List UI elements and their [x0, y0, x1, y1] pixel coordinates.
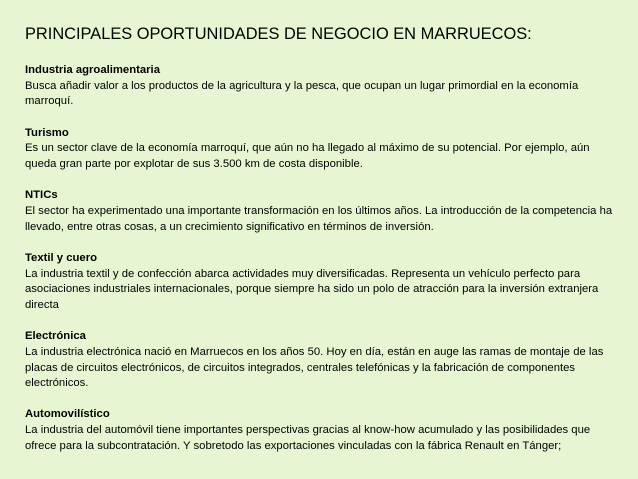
section-heading: Industria agroalimentaria: [25, 64, 160, 76]
section-body: El sector ha experimentado una importante transformación en los últimos años. La introducción de la competencia ha llevado, entre otras cosas, a un crecimiento significativo en términos de inversión.: [25, 204, 613, 233]
section-body: Busca añadir valor a los productos de la agricultura y la pesca, que ocupan un lugar primordial en la economía marroquí.: [25, 79, 579, 108]
section-turismo: [25, 126, 614, 173]
section-body: La industria textil y de confección abarca actividades muy diversificadas. Representa un vehículo perfecto para asociaciones industriales internacionales, porque siempre ha sido un polo de atracción para la inversión extranjera directa: [25, 267, 599, 311]
section-body: La industria electrónica nació en Marruecos en los años 50. Hoy en día, están en auge las ramas de montaje de las placas de circuitos electrónicos, de circuitos integrados, centrales telefónicas y la fabricación de componentes electrónicos.: [25, 345, 604, 390]
section-heading: Textil y cuero: [25, 251, 97, 264]
section-heading: NTICs: [25, 189, 58, 202]
section-heading: Automovilístico: [25, 408, 110, 421]
section-heading: Turismo: [25, 126, 69, 139]
section-ntics: [25, 188, 614, 235]
section-automovilistico: [25, 407, 614, 454]
section-agroalimentaria: [25, 63, 614, 110]
section-textil-cuero: [25, 251, 614, 314]
section-electronica: [25, 329, 614, 392]
section-heading: Electrónica: [25, 330, 86, 343]
slide-title: PRINCIPALES OPORTUNIDADES DE NEGOCIO EN MARRUECOS:: [25, 25, 532, 43]
section-body: La industria del automóvil tiene importantes perspectivas gracias al know-how acumulado y las posibilidades que ofrece para la subcontratación. Y sobretodo las exportaciones vinculadas con la fábrica Renault en Tánger;: [25, 424, 591, 452]
section-body: Es un sector clave de la economía marroquí, que aún no ha llegado al máximo de su potencial. Por ejemplo, aún queda gran parte por explotar de sus 3.500 km de costa disponible.: [25, 142, 590, 171]
